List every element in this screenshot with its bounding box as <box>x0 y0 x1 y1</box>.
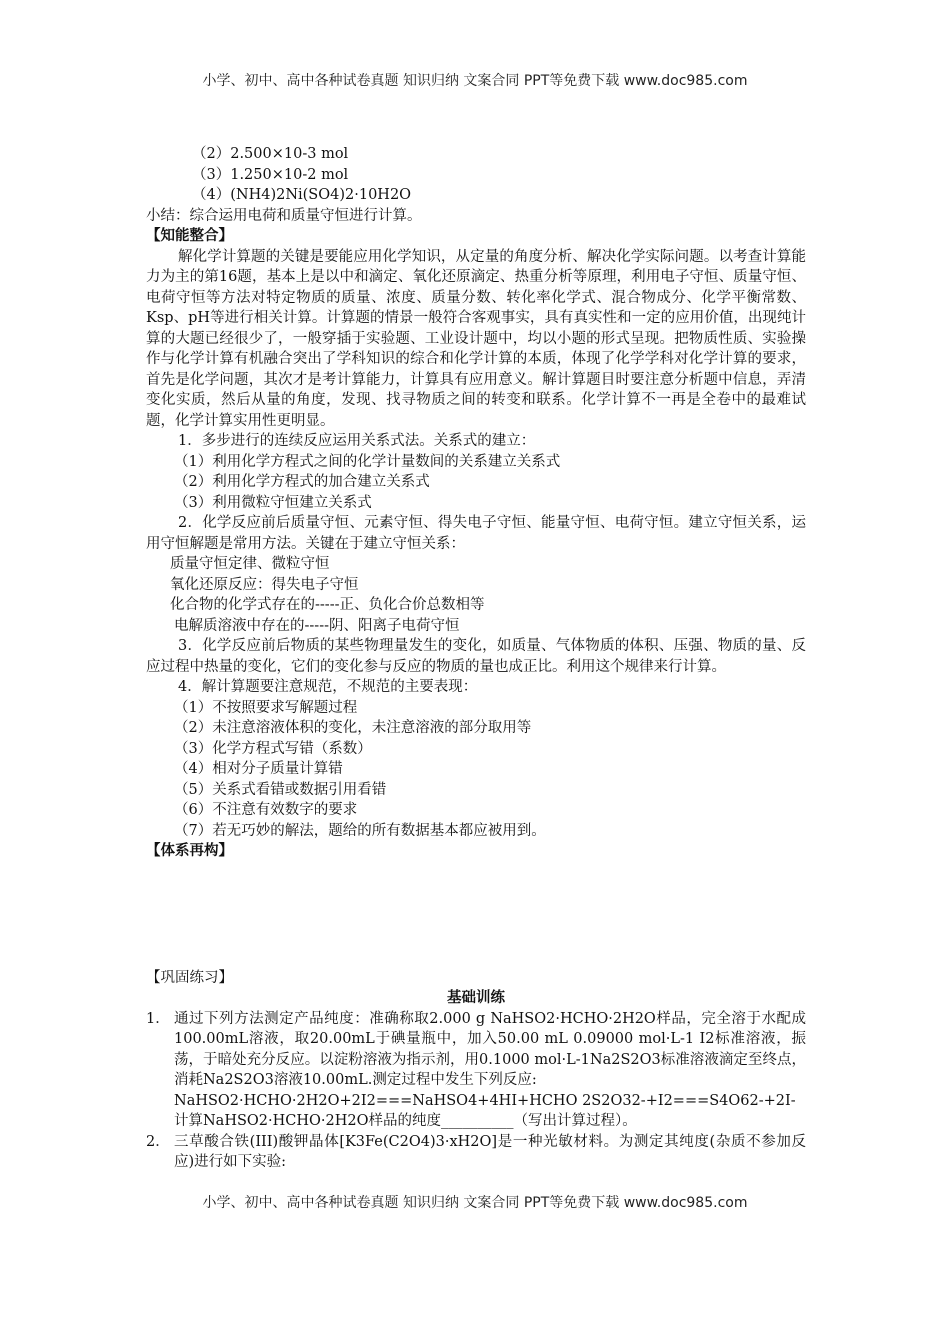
page-header: 小学、初中、高中各种试卷真题 知识归纳 文案合同 PPT等免费下载 www.doc985.com <box>202 73 748 89</box>
intro-paragraph: 解化学计算题的关键是要能应用化学知识，从定量的角度分析、解决化学实际问题。以考查计算能力为主的第16题，基本上是以中和滴定、氧化还原滴定、热重分析等原理，利用电子守恒、质量守恒、电荷守恒等方法对特定物质的质量、浓度、质量分数、转化率化学式、混合物成分、化学平衡常数、Ksp、pH等进行相关计算。计算题的情景一般符合客观事实，具有真实性和一定的应用价值，出现纯计算的大题已经很少了，一般穿插于实验题、工业设计题中，均以小题的形式呈现。把物质性质、实验操作与化学计算有机融合突出了学科知识的综合和化学计算的本质，体现了化学学科对化学计算的要求，首先是化学问题，其次才是考计算能力，计算具有应用意义。解计算题目时要注意分析题中信息，弄清变化实质，然后从量的角度，发现、找寻物质之间的转变和联系。化学计算不一再是全卷中的最难试题，化学计算实用性更明显。 <box>146 248 806 429</box>
question-number: 2． <box>146 1133 170 1150</box>
point-4-item: （5）关系式看错或数据引用看错 <box>174 781 387 798</box>
point-4-item: （2）未注意溶液体积的变化，未注意溶液的部分取用等 <box>174 720 532 736</box>
answer-3: （3）1.250×10-2 mol <box>192 166 349 183</box>
document-body <box>146 144 806 1173</box>
point-3: 3．化学反应前后物质的某些物理量发生的变化，如质量、气体物质的体积、压强、物质的量、反应过程中热量的变化，它们的变化参与反应的物质的量也成正比。利用这个规律来行计算。 <box>146 638 806 675</box>
question-2-text: 三草酸合铁(III)酸钾晶体[K3Fe(C2O4)3·xH2O]是一种光敏材料。为测定其纯度(杂质不参加反应)进行如下实验: <box>174 1133 806 1170</box>
subsection-title-basic: 基础训练 <box>447 989 505 1006</box>
answer-2: （2）2.500×10-3 mol <box>192 146 349 162</box>
question-1 <box>146 1009 806 1132</box>
section-title-rebuild: 【体系再构】 <box>146 842 233 859</box>
point-1-item: （1）利用化学方程式之间的化学计量数间的关系建立关系式 <box>174 453 561 470</box>
answer-4: （4）(NH4)2Ni(SO4)2·10H2O <box>192 187 412 203</box>
blank-space <box>146 862 806 968</box>
point-1-item: （3）利用微粒守恒建立关系式 <box>174 494 372 511</box>
page-footer: 小学、初中、高中各种试卷真题 知识归纳 文案合同 PPT等免费下载 www.doc985.com <box>202 1195 748 1211</box>
question-number: 1． <box>146 1010 170 1027</box>
section-title-practice: 【巩固练习】 <box>146 969 233 986</box>
point-4-item: （1）不按照要求写解题过程 <box>174 699 358 716</box>
question-1-text: 通过下列方法测定产品纯度：准确称取2.000 g NaHSO2·HCHO·2H2O样品，完全溶于水配成100.00mL溶液，取20.00mL于碘量瓶中，加入50.00 mL 0.09000 mol·L-1 I2标准溶液，振荡，于暗处充分反应。以淀粉溶液为指示剂，用0.1000 mol·L-1Na2S2O3标准溶液滴定至终点，消耗Na2S2O3溶液10.00mL.测定过程中发生下列反应: <box>174 1010 806 1088</box>
question-1-equations: NaHSO2·HCHO·2H2O+2I2===NaHSO4+4HI+HCHO 2S2O32-+I2===S4O62-+2I- <box>174 1092 796 1109</box>
point-2-item: 质量守恒定律、微粒守恒 <box>170 556 330 572</box>
point-1: 1．多步进行的连续反应运用关系式法。关系式的建立： <box>178 433 536 449</box>
point-4: 4．解计算题要注意规范，不规范的主要表现： <box>178 679 478 695</box>
point-2-item: 化合物的化学式存在的-----正、负化合价总数相等 <box>170 597 485 613</box>
point-2-item: 氧化还原反应：得失电子守恒 <box>170 576 359 593</box>
section-title-integration: 【知能整合】 <box>146 227 233 244</box>
question-1-ask: 计算NaHSO2·HCHO·2H2O样品的纯度__________（写出计算过程）。 <box>174 1113 637 1129</box>
point-2: 2．化学反应前后质量守恒、元素守恒、得失电子守恒、能量守恒、电荷守恒。建立守恒关系，运用守恒解题是常用方法。关键在于建立守恒关系： <box>146 515 806 552</box>
point-4-item: （6）不注意有效数字的要求 <box>174 802 358 818</box>
point-4-item: （7）若无巧妙的解法，题给的所有数据基本都应被用到。 <box>174 822 546 839</box>
point-4-item: （4）相对分子质量计算错 <box>174 761 343 777</box>
point-1-item: （2）利用化学方程式的加合建立关系式 <box>174 474 430 490</box>
summary: 小结：综合运用电荷和质量守恒进行计算。 <box>146 207 422 224</box>
question-2 <box>146 1132 806 1173</box>
point-4-item: （3）化学方程式写错（系数） <box>174 740 372 757</box>
point-2-item: 电解质溶液中存在的-----阴、阳离子电荷守恒 <box>174 617 460 634</box>
